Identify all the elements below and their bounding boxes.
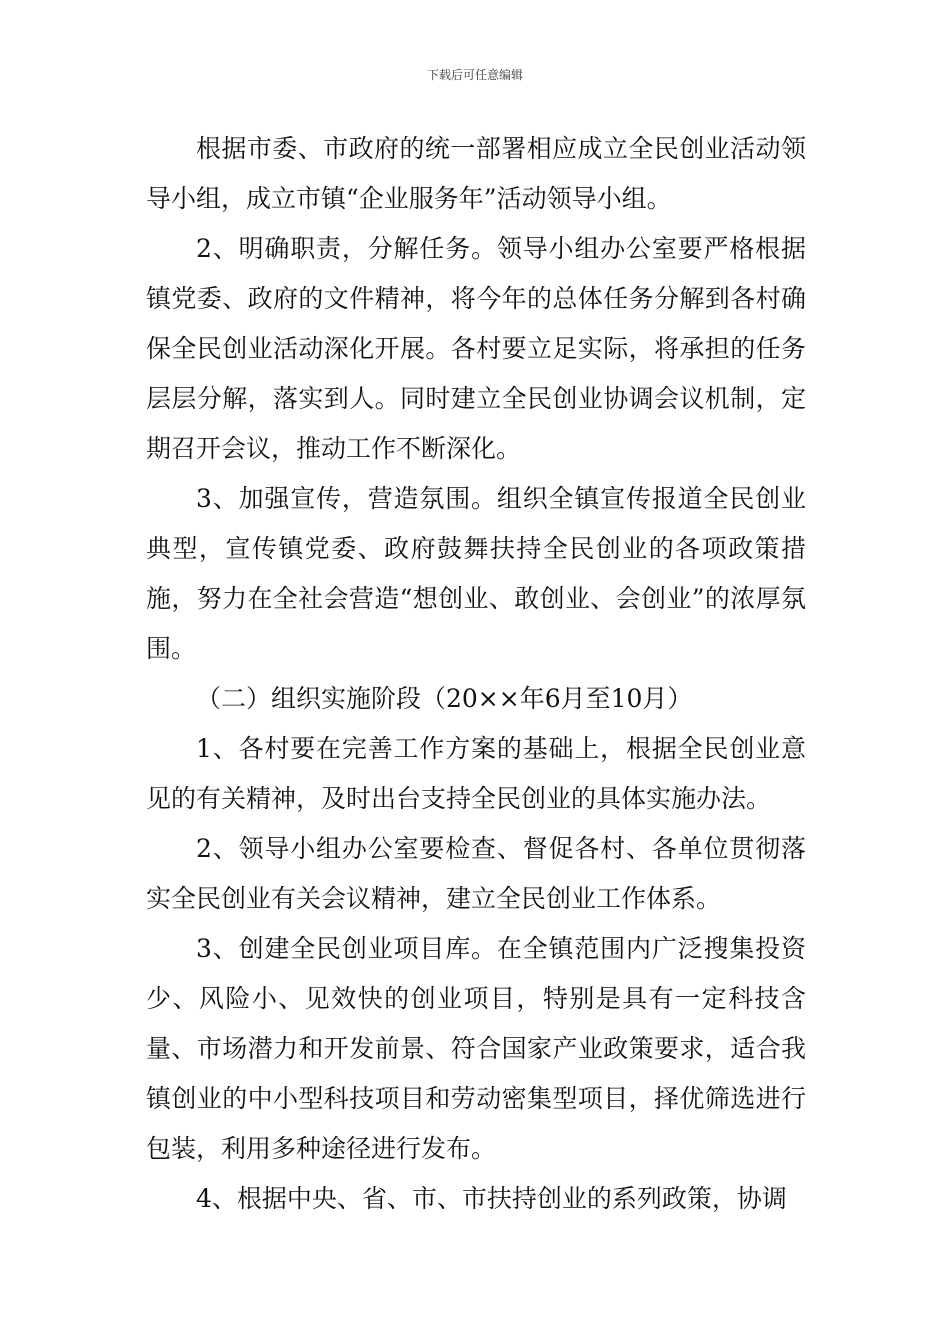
paragraph-policy-coordination: 4、根据中央、省、市、市扶持创业的系列政策，协调: [196, 1184, 787, 1213]
page-header: 下载后可任意编辑: [426, 68, 523, 82]
paragraph-publicity: 3、加强宣传，营造氛围。组织全镇宣传报道全民创业典型，宣传镇党委、政府鼓舞扶持全民创业的各项政策措施，努力在全社会营造“想创业、敢创业、会创业”的浓厚氛围。: [146, 484, 806, 663]
section-heading-implementation: （二）组织实施阶段（20××年6月至10月）: [196, 684, 693, 713]
paragraph-leading-group: 根据市委、市政府的统一部署相应成立全民创业活动领导小组，成立市镇“企业服务年”活动领导小组。: [146, 134, 806, 213]
paragraph-village-measures: 1、各村要在完善工作方案的基础上，根据全民创业意见的有关精神，及时出台支持全民创业的具体实施办法。: [146, 734, 806, 813]
paragraph-duties: 2、明确职责，分解任务。领导小组办公室要严格根据镇党委、政府的文件精神，将今年的总体任务分解到各村确保全民创业活动深化开展。各村要立足实际，将承担的任务层层分解，落实到人。同时建立全民创业协调会议机制，定期召开会议，推动工作不断深化。: [146, 234, 806, 463]
paragraph-office-supervision: 2、领导小组办公室要检查、督促各村、各单位贯彻落实全民创业有关会议精神，建立全民创业工作体系。: [146, 834, 806, 913]
paragraph-project-library: 3、创建全民创业项目库。在全镇范围内广泛搜集投资少、风险小、见效快的创业项目，特别是具有一定科技含量、市场潜力和开发前景、符合国家产业政策要求，适合我镇创业的中小型科技项目和劳动密集型项目，择优筛选进行包装，利用多种途径进行发布。: [146, 934, 806, 1163]
document-body: [146, 124, 806, 1224]
